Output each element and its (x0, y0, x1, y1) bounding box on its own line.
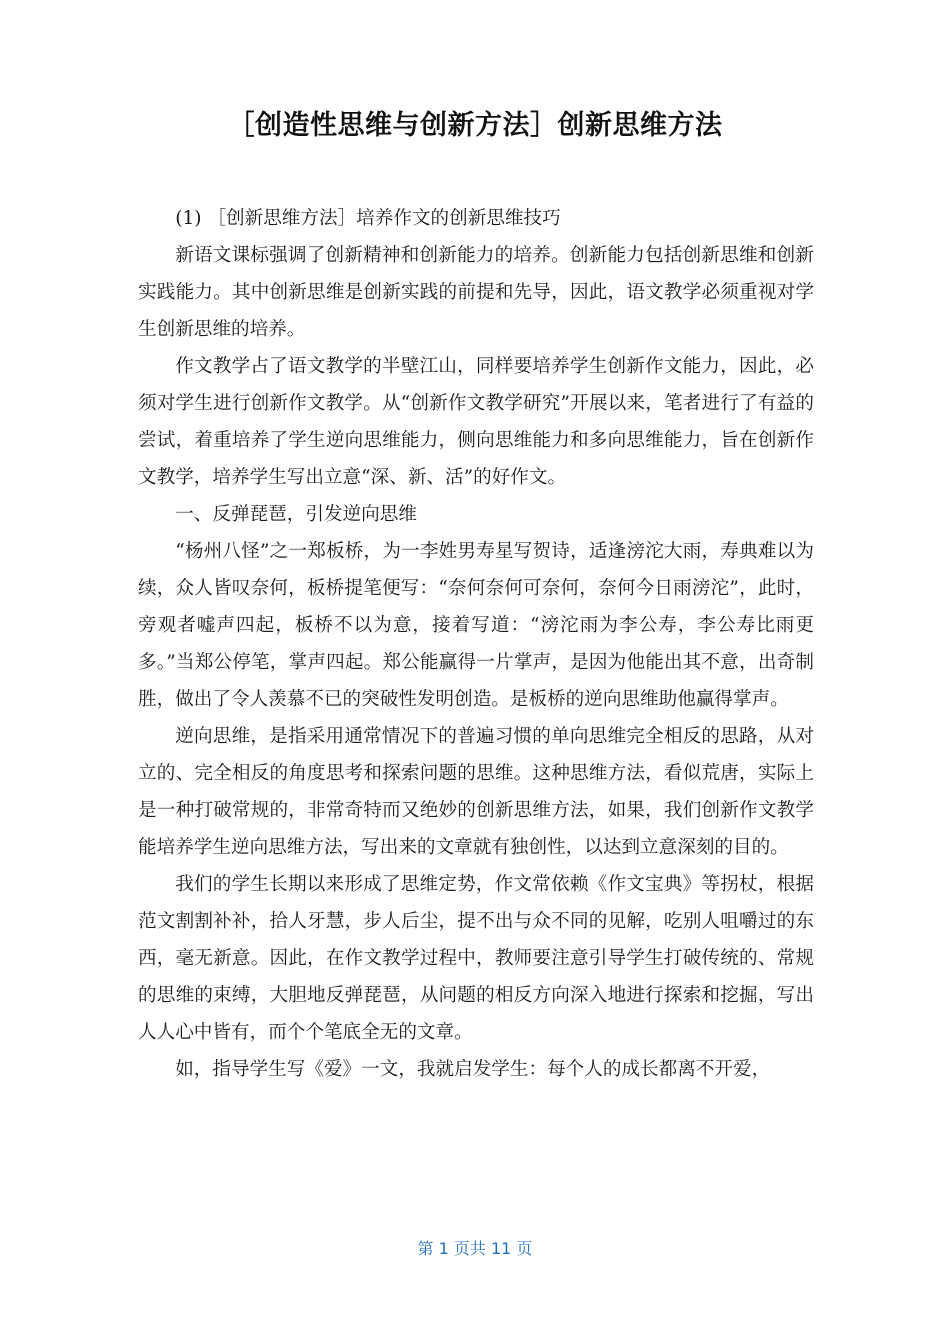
paragraph: 如，指导学生写《爱》一文，我就启发学生：每个人的成长都离不开爱， (175, 1059, 771, 1080)
section-heading: 一、反弹琵琶，引发逆向思维 (175, 504, 417, 525)
paragraph-subheading: (1) ［创新思维方法］培养作文的创新思维技巧 (175, 208, 561, 229)
paragraph: 作文教学占了语文教学的半壁江山，同样要培养学生创新作文能力，因此，必须对学生进行创新作文教学。从“创新作文教学研究”开展以来，笔者进行了有益的尝试，着重培养了学生逆向思维能力，侧向思维能力和多向思维能力，旨在创新作文教学，培养学生写出立意“深、新、活”的好作文。 (138, 356, 814, 488)
document-title: ［创造性思维与创新方法］创新思维方法 (227, 110, 723, 141)
page-number-footer: 第 1 页共 11 页 (417, 1239, 533, 1258)
paragraph: 新语文课标强调了创新精神和创新能力的培养。创新能力包括创新思维和创新实践能力。其中创新思维是创新实践的前提和先导，因此，语文教学必须重视对学生创新思维的培养。 (138, 245, 814, 340)
paragraph: “杨州八怪”之一郑板桥，为一李姓男寿星写贺诗，适逢滂沱大雨，寿典难以为续，众人皆叹奈何，板桥提笔便写：“奈何奈何可奈何，奈何今日雨滂沱”，此时，旁观者嘘声四起，板桥不以为意，接着写道：“滂沱雨为李公寿，李公寿比雨更多。”当郑公停笔，掌声四起。郑公能赢得一片掌声，是因为他能出其不意，出奇制胜，做出了令人羡慕不已的突破性发明创造。是板桥的逆向思维助他赢得掌声。 (138, 541, 814, 710)
document-body (138, 200, 814, 1088)
paragraph: 我们的学生长期以来形成了思维定势，作文常依赖《作文宝典》等拐杖，根据范文割割补补，拾人牙慧，步人后尘，提不出与众不同的见解，吃别人咀嚼过的东西，毫无新意。因此，在作文教学过程中，教师要注意引导学生打破传统的、常规的思维的束缚，大胆地反弹琵琶，从问题的相反方向深入地进行探索和挖掘，写出人人心中皆有，而个个笔底全无的文章。 (138, 874, 814, 1043)
paragraph: 逆向思维，是指采用通常情况下的普遍习惯的单向思维完全相反的思路，从对立的、完全相反的角度思考和探索问题的思维。这种思维方法，看似荒唐，实际上是一种打破常规的，非常奇特而又绝妙的创新思维方法，如果，我们创新作文教学能培养学生逆向思维方法，写出来的文章就有独创性，以达到立意深刻的目的。 (138, 726, 814, 858)
